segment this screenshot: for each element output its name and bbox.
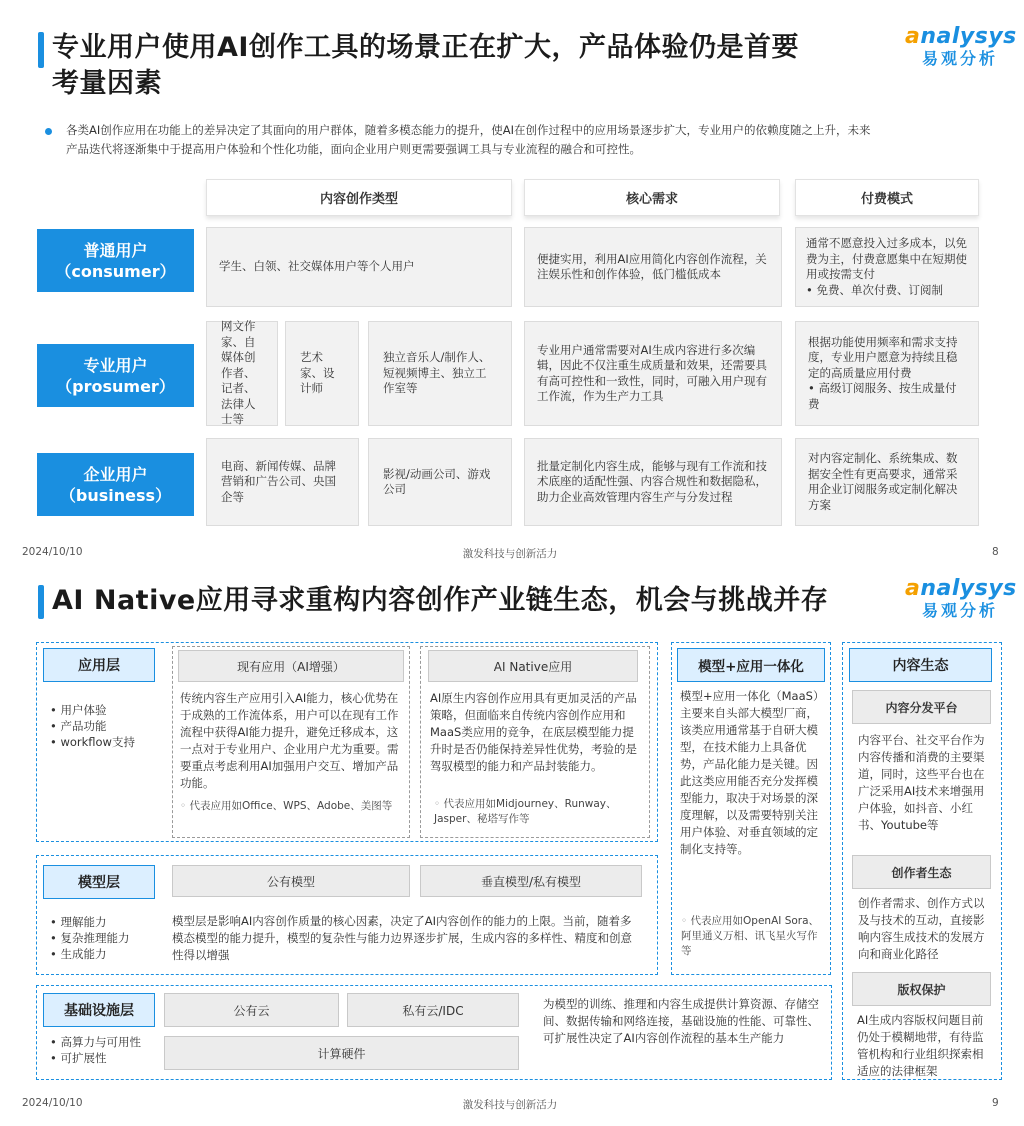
footer-page-number: 8 — [992, 546, 999, 558]
model-layer-label: 模型层 — [43, 865, 155, 899]
distribution-platform-title: 内容分发平台 — [852, 690, 991, 724]
native-apps-examples: ◦ 代表应用如Midjourney、Runway、Jasper、秘塔写作等 — [434, 797, 634, 827]
hardware-box: 计算硬件 — [164, 1036, 519, 1070]
footer-date: 2024/10/10 — [22, 1097, 83, 1109]
maas-label: 模型+应用一体化 — [677, 648, 825, 682]
existing-apps-title: 现有应用（AI增强） — [178, 650, 404, 682]
intro-text: 各类AI创作应用在功能上的差异决定了其面向的用户群体，随着多模态能力的提升，使AI在创作过程中的应用场景逐步扩大，专业用户的依赖度随之上升，未来 产品迭代将逐渐集中于提高用户体验和个性化功能，面向企业用户则更需要强调工具与专业流程的融合和可控性。 — [66, 123, 871, 156]
row-label-consumer: 普通用户 （consumer） — [37, 229, 194, 292]
app-layer-bullets: • 用户体验 • 产品功能 • workflow支持 — [50, 702, 170, 750]
row-label-prosumer: 专业用户 （prosumer） — [37, 344, 194, 407]
footer-page-number: 9 — [992, 1097, 999, 1109]
prosumer-type-artists: 艺术家、设计师 — [285, 321, 359, 426]
brand-logo: analysys 易观分析 — [905, 576, 1017, 620]
footer-slogan: 激发科技与创新活力 — [462, 1099, 558, 1111]
business-type-film: 影视/动画公司、游戏公司 — [368, 438, 512, 526]
creator-ecology-title: 创作者生态 — [852, 855, 991, 889]
content-eco-label: 内容生态 — [849, 648, 992, 682]
prosumer-need: 专业用户通常需要对AI生成内容进行多次编辑，因此不仅注重生成质量和效果，还需要具有高可控性和一致性，同时，可融入用户现有工作流，作为生产力工具 — [524, 321, 782, 426]
prosumer-type-writers: 网文作家、自媒体创作者、记者、法律人士等 — [206, 321, 278, 426]
business-pay: 对内容定制化、系统集成、数据安全性有更高要求，通常采用企业订阅服务或定制化解决方案 — [795, 438, 979, 526]
row-label-business: 企业用户 （business） — [37, 453, 194, 516]
model-layer-text: 模型层是影响AI内容创作质量的核心因素，决定了AI内容创作的能力的上限。当前，随着多模态模型的能力提升，模型的复杂性与能力边界逐步扩展，生成内容的多样性、精度和创意性得以增强 — [172, 914, 632, 962]
model-layer-bullets: • 理解能力 • 复杂推理能力 • 生成能力 — [50, 914, 170, 962]
business-need: 批量定制化内容生成，能够与现有工作流和技术底座的适配性强、内容合规性和数据隐私，助力企业高效管理内容生产与分发过程 — [524, 438, 782, 526]
vertical-model-box: 垂直模型/私有模型 — [420, 865, 642, 897]
consumer-need: 便捷实用，利用AI应用简化内容创作流程，关注娱乐性和创作体验，低门槛低成本 — [524, 227, 782, 307]
consumer-type: 学生、白领、社交媒体用户等个人用户 — [206, 227, 512, 307]
page-title: 专业用户使用AI创作工具的场景正在扩大，产品体验仍是首要 考量因素 — [52, 32, 799, 99]
bullet-dot — [45, 128, 52, 135]
footer-slogan: 激发科技与创新活力 — [462, 548, 558, 560]
existing-apps-text: 传统内容生产应用引入AI能力，核心优势在于成熟的工作流体系，用户可以在现有工作流程中获得AI能力提升，避免迁移成本，这一点对于专业用户、企业用户尤为重要。需要重点考虑利用AI加强用户交互、增加产品功能。 — [180, 691, 399, 790]
page-title: AI Native应用寻求重构内容创作产业链生态，机会与挑战并存 — [52, 585, 829, 616]
existing-apps-examples: ◦ 代表应用如Office、WPS、Adobe、美图等 — [180, 799, 404, 814]
native-apps-title: AI Native应用 — [428, 650, 638, 682]
business-type-media: 电商、新闻传媒、品牌营销和广告公司、央国企等 — [206, 438, 359, 526]
brand-logo: analysys 易观分析 — [905, 24, 1017, 68]
title-accent-bar — [38, 585, 44, 619]
infra-layer-text: 为模型的训练、推理和内容生成提供计算资源、存储空间、数据传输和网络连接，基础设施的性能、可靠性、可扩展性决定了AI内容创作流程的基本生产能力 — [543, 997, 819, 1045]
consumer-pay: 通常不愿意投入过多成本，以免费为主，付费意愿集中在短期使用或按需支付 • 免费、单次付费、订阅制 — [795, 227, 979, 307]
header-content-type: 内容创作类型 — [206, 179, 512, 216]
maas-text: 模型+应用一体化（MaaS）主要来自头部大模型厂商，该类应用通常基于自研大模型，在技术能力上具备优势，产品化能力是关键。因此这类应用能否充分发挥模型能力，取决于对场景的深度理解，以及需要特别关注用户体验、对垂直领域的定制化支持等。 — [680, 689, 819, 856]
copyright-title: 版权保护 — [852, 972, 991, 1006]
header-core-need: 核心需求 — [524, 179, 780, 216]
maas-examples: ◦ 代表应用如OpenAI Sora、阿里通义万相、讯飞星火写作等 — [681, 914, 823, 959]
prosumer-type-musicians: 独立音乐人/制作人、短视频博主、独立工作室等 — [368, 321, 512, 426]
public-cloud-box: 公有云 — [164, 993, 339, 1027]
native-apps-text: AI原生内容创作应用具有更加灵活的产品策略，但面临来自传统内容创作应用和MaaS类应用的竞争，在底层模型能力提升时是否仍能保持差异性优势，考验的是驾驭模型的能力和产品封装能力。 — [430, 691, 637, 773]
prosumer-pay: 根据功能使用频率和需求支持度，专业用户愿意为持续且稳定的高质量应用付费 • 高级订阅服务、按生成量付费 — [795, 321, 979, 426]
app-layer-label: 应用层 — [43, 648, 155, 682]
footer-date: 2024/10/10 — [22, 546, 83, 558]
infra-layer-bullets: • 高算力与可用性 • 可扩展性 — [50, 1034, 170, 1066]
private-cloud-box: 私有云/IDC — [347, 993, 519, 1027]
creator-ecology-text: 创作者需求、创作方式以及与技术的互动，直接影响内容生成技术的发展方向和商业化路径 — [858, 896, 985, 961]
copyright-text: AI生成内容版权问题目前仍处于模糊地带，有待监管机构和行业组织探索相适应的法律框架 — [857, 1013, 984, 1078]
infra-layer-label: 基础设施层 — [43, 993, 155, 1027]
distribution-platform-text: 内容平台、社交平台作为内容传播和消费的主要渠道，同时，这些平台也在广泛采用AI技术来增强用户体验，如抖音、小红书、Youtube等 — [858, 733, 985, 832]
title-accent-bar — [38, 32, 44, 68]
public-model-box: 公有模型 — [172, 865, 410, 897]
header-payment: 付费模式 — [795, 179, 979, 216]
